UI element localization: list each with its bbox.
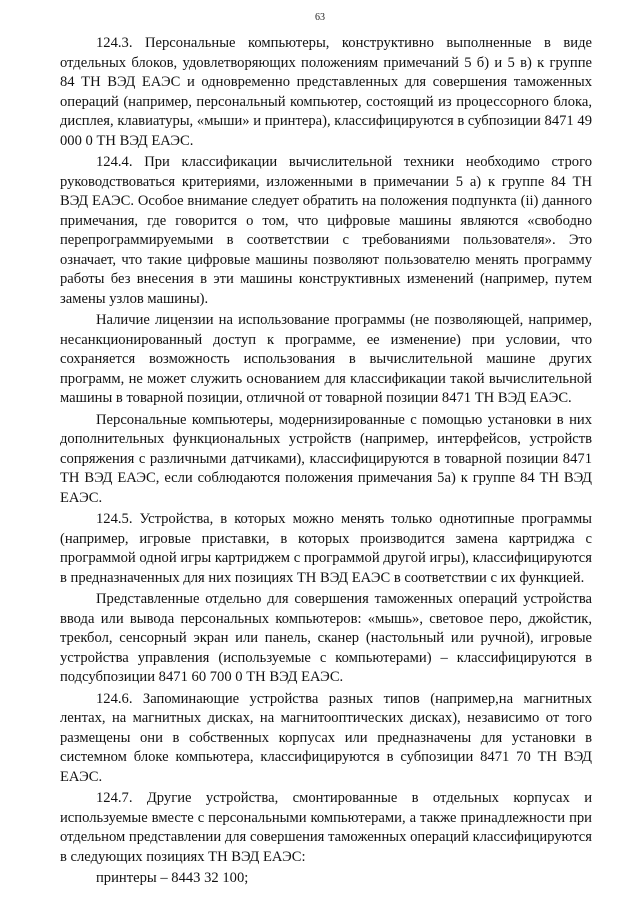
paragraph-license: Наличие лицензии на использование программы (не позволяющей, например, несанкционированный доступ к программе, ее изменение) при условии, что сохраняется возможность использования в вычислительной машине других программ, не может служить основанием для классификации такой вычислительной машины в товарной позиции, отличной от товарной позиции 8471 ТН ВЭД ЕАЭС. <box>60 312 592 406</box>
paragraph-124-5: 124.5. Устройства, в которых можно менять только однотипные программы (например, игровые приставки, в которых производится замена картриджа с программой одной игры картриджем с программой другой игры), классифицируются в предназначенных для них позициях ТН ВЭД ЕАЭС в соответствии с их функцией. <box>60 511 592 586</box>
paragraph-modernized-pc: Персональные компьютеры, модернизированные с помощью установки в них дополнительных функциональных устройств (например, интерфейсов, устройств сопряжения с различными датчиками), классифицируются в товарной позиции 8471 ТН ВЭД ЕАЭС, если соблюдаются положения примечания 5а) к группе 84 ТН ВЭД ЕАЭС. <box>60 411 592 506</box>
paragraph-124-4: 124.4. При классификации вычислительной техники необходимо строго руководствоваться критериями, изложенными в примечании 5 а) к группе 84 ТН ВЭД ЕАЭС. Особое внимание следует обратить на положения подпункта (ii) данного примечания, где говорится о том, что цифровые машины являются «свободно перепрограммируемыми в соответствии с требованиями пользователя». Это означает, что такие цифровые машины позволяют пользователю менять программу работы без внесения в эти машины конструктивных изменений (например, путем замены узлов машины). <box>60 154 592 307</box>
paragraph-input-output-devices: Представленные отдельно для совершения таможенных операций устройства ввода или вывода персональных компьютеров: «мышь», световое перо, джойстик, трекбол, сенсорный экран или панель, сканер (настольный или ручной), игровые устройства управления (используемые с компьютерами) – классифицируются в подсубпозиции 8471 60 700 0 ТН ВЭД ЕАЭС. <box>60 591 592 685</box>
paragraph-124-7: 124.7. Другие устройства, смонтированные в отдельных корпусах и используемые вместе с персональными компьютерами, а также принадлежности при отдельном представлении для совершения таможенных операций классифицируются в следующих позициях ТН ВЭД ЕАЭС: <box>60 790 592 865</box>
page-body <box>60 34 592 891</box>
paragraph-124-3: 124.3. Персональные компьютеры, конструктивно выполненные в виде отдельных блоков, удовлетворяющих положениям примечаний 5 б) и 5 в) к группе 84 ТН ВЭД ЕАЭС и одновременно представленных для совершения таможенных операций (например, персональный компьютер, состоящий из процессорного блока, дисплея, клавиатуры, «мыши» и принтера), классифицируются в субпозиции 8471 49 000 0 ТН ВЭД ЕАЭС. <box>60 35 592 149</box>
paragraph-124-6: 124.6. Запоминающие устройства разных типов (например,на магнитных лентах, на магнитных дисках, на магнитооптических дисках), независимо от того размещены они в собственных корпусах или предназначены для установки в системном блоке компьютера, классифицируются в субпозиции 8471 70 ТН ВЭД ЕАЭС. <box>60 690 592 785</box>
page-number: 63 <box>315 12 325 23</box>
paragraph-printers: принтеры – 8443 32 100; <box>96 870 249 886</box>
